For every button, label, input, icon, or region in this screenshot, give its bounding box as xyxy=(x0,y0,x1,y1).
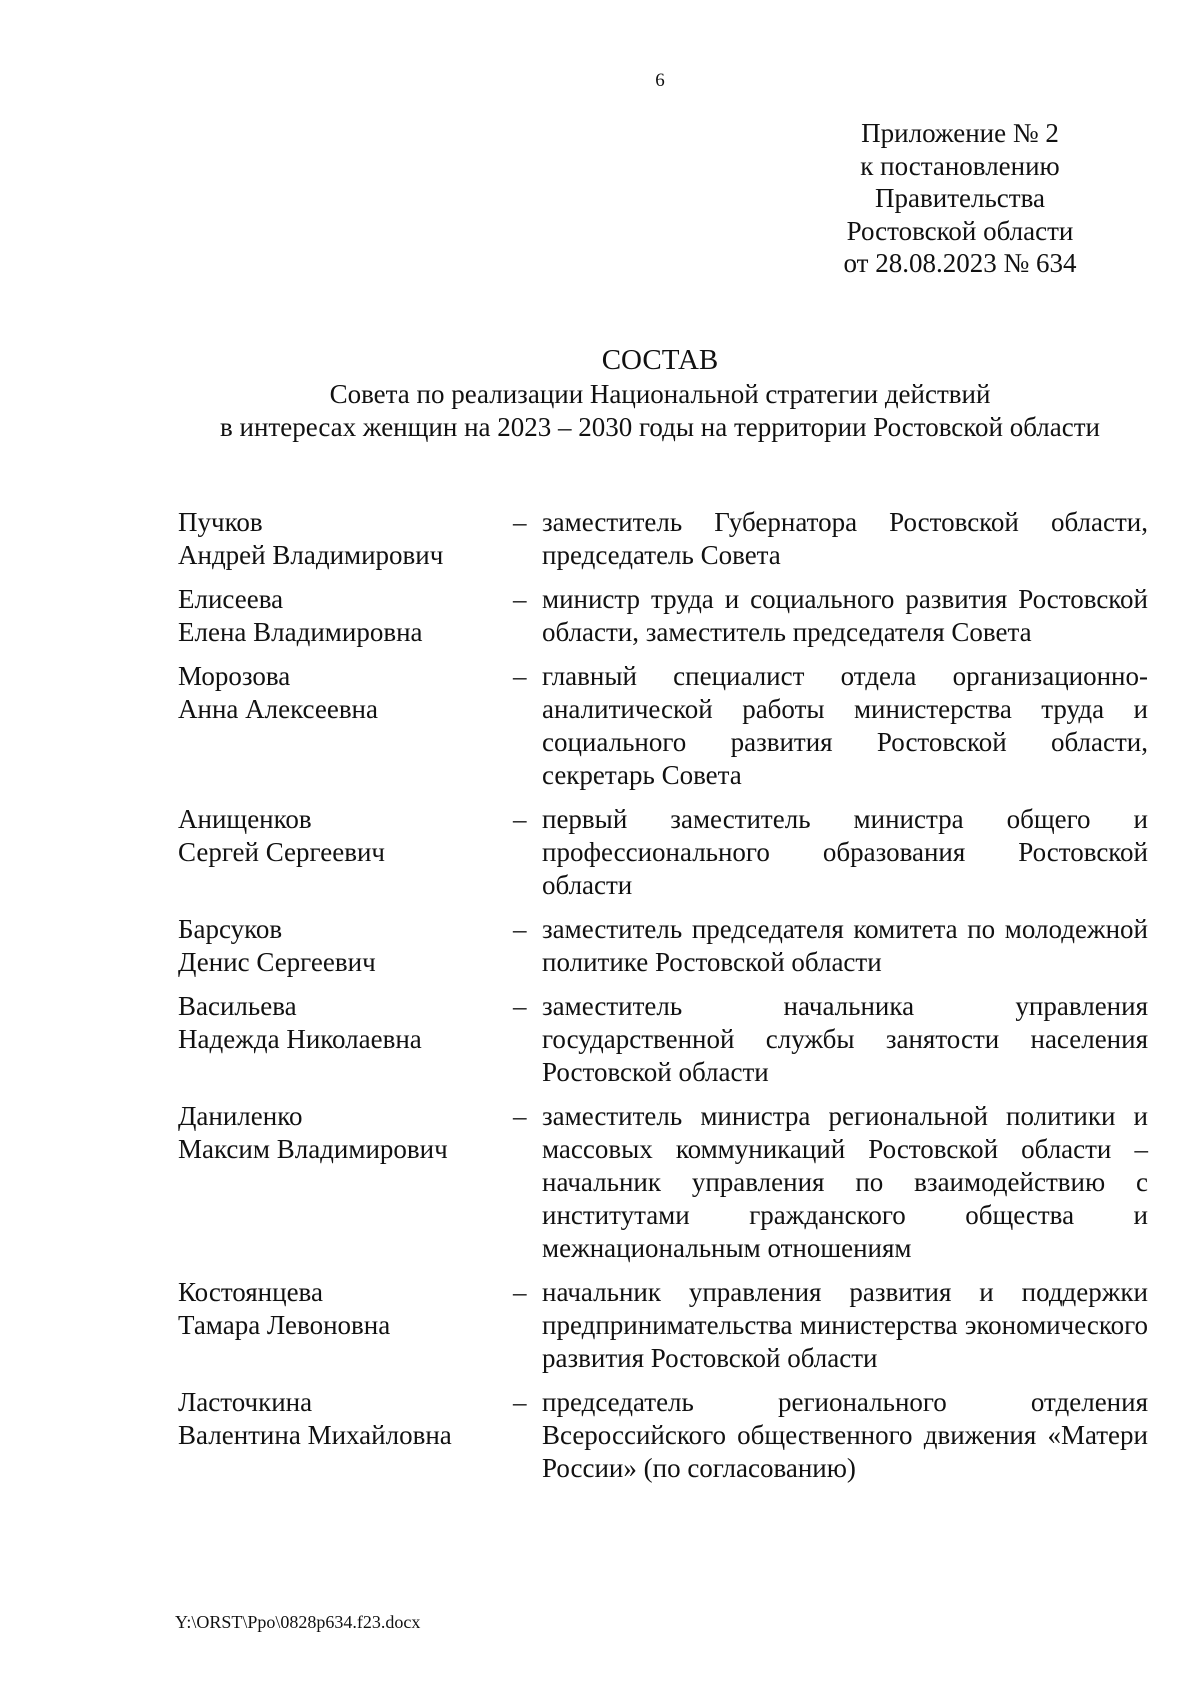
member-surname: Анищенков xyxy=(178,804,312,834)
member-surname: Пучков xyxy=(178,507,263,537)
dash-separator: – xyxy=(513,661,527,691)
member-row xyxy=(178,1100,1148,1265)
appendix-line: Ростовской области xyxy=(846,215,1074,246)
member-surname: Даниленко xyxy=(178,1101,303,1131)
document-title xyxy=(120,344,1200,444)
member-role: главный специалист отдела организационно-аналитической работы министерства труда и социального развития Ростовской области, секретарь Совета xyxy=(542,661,1148,790)
dash-separator: – xyxy=(513,991,527,1021)
member-row xyxy=(178,660,1148,792)
members-list xyxy=(178,506,1148,1496)
member-row xyxy=(178,990,1148,1089)
member-name xyxy=(178,990,513,1089)
member-role: первый заместитель министра общего и профессионального образования Ростовской области xyxy=(542,804,1148,900)
appendix-line: Правительства xyxy=(875,183,1045,213)
member-role: председатель регионального отделения Всероссийского общественного движения «Матери России» (по согласованию) xyxy=(542,1387,1148,1483)
title-line: в интересах женщин на 2023 – 2030 годы на территории Ростовской области xyxy=(220,412,1100,442)
member-given-names: Анна Алексеевна xyxy=(178,694,378,724)
member-surname: Барсуков xyxy=(178,914,283,944)
member-row xyxy=(178,913,1148,979)
member-given-names: Надежда Николаевна xyxy=(178,1024,422,1054)
member-name xyxy=(178,803,513,902)
member-surname: Васильева xyxy=(178,991,297,1021)
member-surname: Костоянцева xyxy=(178,1277,323,1307)
member-name xyxy=(178,1276,513,1375)
member-name xyxy=(178,1386,513,1485)
member-surname: Морозова xyxy=(178,661,291,691)
member-role: заместитель начальника управления государственной службы занятости населения Ростовской области xyxy=(542,991,1148,1087)
member-given-names: Тамара Левоновна xyxy=(178,1310,391,1340)
appendix-line: Приложение № 2 xyxy=(861,118,1059,148)
dash-separator: – xyxy=(513,1101,527,1131)
member-role: начальник управления развития и поддержки предпринимательства министерства экономического развития Ростовской области xyxy=(542,1277,1148,1373)
member-name xyxy=(178,913,513,979)
member-given-names: Максим Владимирович xyxy=(178,1134,448,1164)
member-role: заместитель председателя комитета по молодежной политике Ростовской области xyxy=(542,914,1148,977)
member-row xyxy=(178,583,1148,649)
member-given-names: Елена Владимировна xyxy=(178,617,423,647)
member-name xyxy=(178,1100,513,1265)
member-role: заместитель министра региональной политики и массовых коммуникаций Ростовской области – начальник управления по взаимодействию с институтами гражданского общества и межнациональным отношениям xyxy=(542,1101,1148,1263)
member-given-names: Андрей Владимирович xyxy=(178,540,444,570)
member-row xyxy=(178,803,1148,902)
member-role: министр труда и социального развития Ростовской области, заместитель председателя Совета xyxy=(542,584,1148,647)
member-surname: Ласточкина xyxy=(178,1387,313,1417)
member-row xyxy=(178,1386,1148,1485)
dash-separator: – xyxy=(513,584,527,614)
appendix-block xyxy=(830,117,1090,280)
member-role: заместитель Губернатора Ростовской области, председатель Совета xyxy=(542,507,1148,570)
member-name xyxy=(178,506,513,572)
dash-separator: – xyxy=(513,1387,527,1417)
dash-separator: – xyxy=(513,914,527,944)
file-path-footer: Y:\ORST\Ppo\0828p634.f23.docx xyxy=(175,1612,421,1632)
member-given-names: Валентина Михайловна xyxy=(178,1420,452,1450)
member-row xyxy=(178,1276,1148,1375)
member-name xyxy=(178,660,513,792)
dash-separator: – xyxy=(513,1277,527,1307)
member-given-names: Денис Сергеевич xyxy=(178,947,376,977)
title-main: СОСТАВ xyxy=(601,344,719,376)
dash-separator: – xyxy=(513,804,527,834)
member-given-names: Сергей Сергеевич xyxy=(178,837,386,867)
title-line: Совета по реализации Национальной стратегии действий xyxy=(329,379,991,409)
member-surname: Елисеева xyxy=(178,584,284,614)
member-row xyxy=(178,506,1148,572)
member-name xyxy=(178,583,513,649)
appendix-line: к постановлению xyxy=(860,150,1060,181)
dash-separator: – xyxy=(513,507,527,537)
appendix-line: от 28.08.2023 № 634 xyxy=(843,248,1077,278)
page-number: 6 xyxy=(655,70,665,91)
